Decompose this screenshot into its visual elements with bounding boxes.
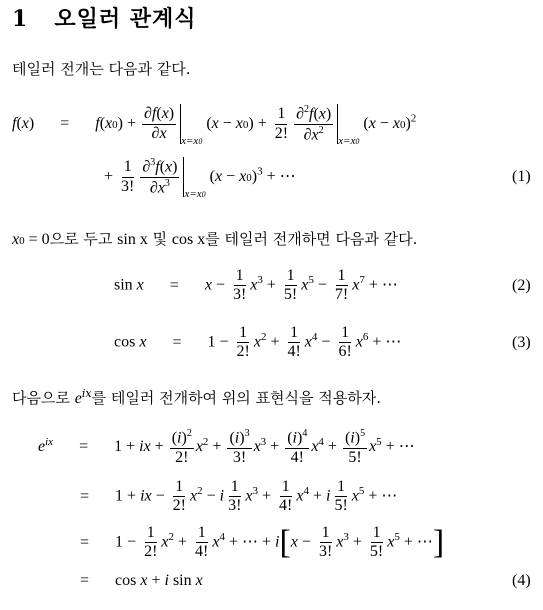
- equation-3: cos x = 1 − $\frac{1}{2!}$ $x^2$ + $\frac{1}{4!}$ $x^4$ − $\frac{1}{6!}$ $x^6$ + ⋯: [114, 324, 402, 361]
- equation-4-line-3: = 1 − $\frac{1}{2!}$ $x^2$ + $\frac{1}{4!}$ $x^4$ + ⋯ + i[x − $\frac{1}{3!}$ $x^3$ + $\frac{1}{5!}$ $x^5$ + ⋯]: [80, 523, 445, 561]
- equation-number-2: (2): [512, 277, 531, 294]
- exp-paragraph: [12, 387, 381, 408]
- equation-1-line-1: f(x) = f(x0) + $\frac{\partial f(x)}{\partial x}$ $_{x=x0}$ (x − x0) + $\frac{1}{2!}$ $\frac{\partial^2f(x)}{\partial x^2}$ $_{x=x0}$ $(x - x0)^2$: [12, 104, 417, 147]
- equation-number-1: (1): [512, 168, 531, 185]
- section-number: 1: [12, 6, 29, 32]
- sin-label: sin x: [117, 231, 148, 248]
- mid-rest-text: 를 테일러 전개하면 다음과 같다.: [205, 230, 418, 248]
- equation-4-line-1: $e^{ix} = 1$ + ix + $\frac{(i)^2}{2!}$ $x^2$ + $\frac{(i)^3}{3!}$ $x^3$ + $\frac{(i)^4}{4!}$ $x^4$ + $\frac{(i)^5}{5!}$ $x^5$ + ⋯: [38, 428, 415, 466]
- equation-number-3: (3): [512, 334, 531, 351]
- equation-4-line-2: = 1 + ix − $\frac{1}{2!}$ $x^2 - i$ $\frac{1}{3!}$ $x^3$ + $\frac{1}{4!}$ $x^4 + i$ $\frac{1}{5!}$ $x^5$ + ⋯: [80, 478, 398, 515]
- exp-symbol: e: [74, 390, 82, 407]
- x0-text: 으로 두고: [49, 230, 113, 248]
- equation-number-4: (4): [512, 572, 531, 589]
- section-title: 오일러 관계식: [54, 6, 197, 32]
- mid-paragraph: x0 = 0으로 두고 sin x 및 cos x를 테일러 전개하면 다음과 같다.: [12, 230, 418, 248]
- equation-2: sin x = x − $\frac{1}{3!}$ $x^3$ + $\frac{1}{5!}$ $x^5$ − $\frac{1}{7!}$ $x^7$ + ⋯: [114, 267, 398, 304]
- exp-rest-text: 를 테일러 전개하여 위의 표현식을 적용하자.: [91, 389, 382, 407]
- exp-superscript: ix: [81, 387, 92, 400]
- cos-label: cos x: [171, 231, 206, 248]
- exp-pre-text: 다음으로: [12, 389, 70, 407]
- intro-paragraph: 테일러 전개는 다음과 같다.: [12, 60, 191, 78]
- equation-4-line-4: = cos x + i sin x: [80, 572, 203, 589]
- and-text: 및: [152, 230, 168, 248]
- equation-1-line-2: + $\frac{1}{3!}$ $\frac{\partial^3f(x)}{\partial x^3}$ $_{x=x0}$ $(x - x0)^3$ + ⋯: [104, 157, 296, 200]
- section-heading: [12, 2, 196, 33]
